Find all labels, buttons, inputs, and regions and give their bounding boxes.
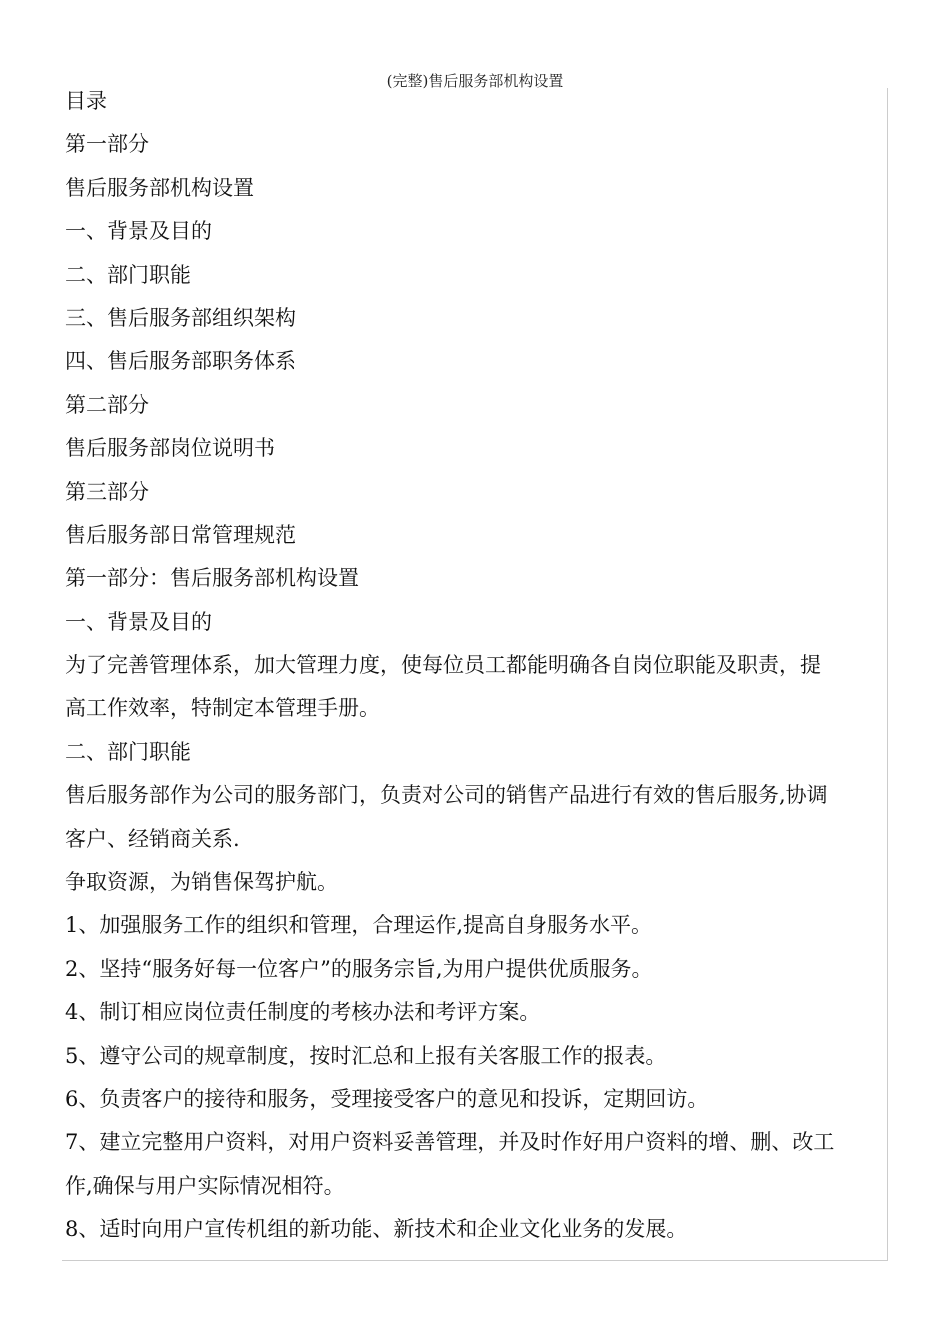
- list-item: 6、负责客户的接待和服务，受理接受客户的意见和投诉，定期回访。: [65, 1086, 709, 1111]
- paragraph-line: 客户、经销商关系.: [65, 826, 240, 851]
- toc-item: 三、售后服务部组织架构: [65, 305, 296, 330]
- paragraph-line: 为了完善管理体系，加大管理力度，使每位员工都能明确各自岗位职能及职责，提: [65, 653, 821, 678]
- list-item: 2、坚持“服务好每一位客户”的服务宗旨,为用户提供优质服务。: [65, 956, 653, 981]
- list-item-continuation: 作,确保与用户实际情况相符。: [65, 1173, 345, 1198]
- section-heading: 第一部分：售后服务部机构设置: [65, 566, 359, 591]
- toc-item: 第三部分: [65, 479, 149, 504]
- page-header-title: (完整)售后服务部机构设置: [386, 72, 564, 90]
- list-item: 4、制订相应岗位责任制度的考核办法和考评方案。: [65, 1000, 541, 1025]
- toc-item: 售后服务部机构设置: [65, 175, 254, 200]
- paragraph-line: 售后服务部作为公司的服务部门，负责对公司的销售产品进行有效的售后服务,协调: [65, 783, 828, 808]
- toc-heading: 目录: [65, 89, 107, 113]
- paragraph-line: 争取资源，为销售保驾护航。: [65, 870, 338, 895]
- toc-item: 二、部门职能: [65, 262, 191, 287]
- toc-item: 售后服务部岗位说明书: [65, 436, 275, 461]
- document-content: [65, 80, 883, 1252]
- toc-item: 售后服务部日常管理规范: [65, 522, 296, 547]
- list-item: 5、遵守公司的规章制度，按时汇总和上报有关客服工作的报表。: [65, 1043, 667, 1068]
- list-item: 8、适时向用户宣传机组的新功能、新技术和企业文化业务的发展。: [65, 1217, 688, 1242]
- toc-item: 第一部分: [65, 132, 149, 157]
- toc-item: 一、背景及目的: [65, 219, 212, 244]
- list-item: 7、建立完整用户资料，对用户资料妥善管理，并及时作好用户资料的增、删、改工: [65, 1130, 835, 1155]
- paragraph-line: 高工作效率，特制定本管理手册。: [65, 696, 380, 721]
- list-item: 1、加强服务工作的组织和管理，合理运作,提高自身服务水平。: [65, 913, 653, 938]
- subsection-heading: 二、部门职能: [65, 739, 191, 764]
- toc-item: 四、售后服务部职务体系: [65, 349, 296, 374]
- page-border-right: [887, 88, 888, 1260]
- page-border-bottom: [62, 1260, 888, 1261]
- subsection-heading: 一、背景及目的: [65, 609, 212, 634]
- toc-item: 第二部分: [65, 392, 149, 417]
